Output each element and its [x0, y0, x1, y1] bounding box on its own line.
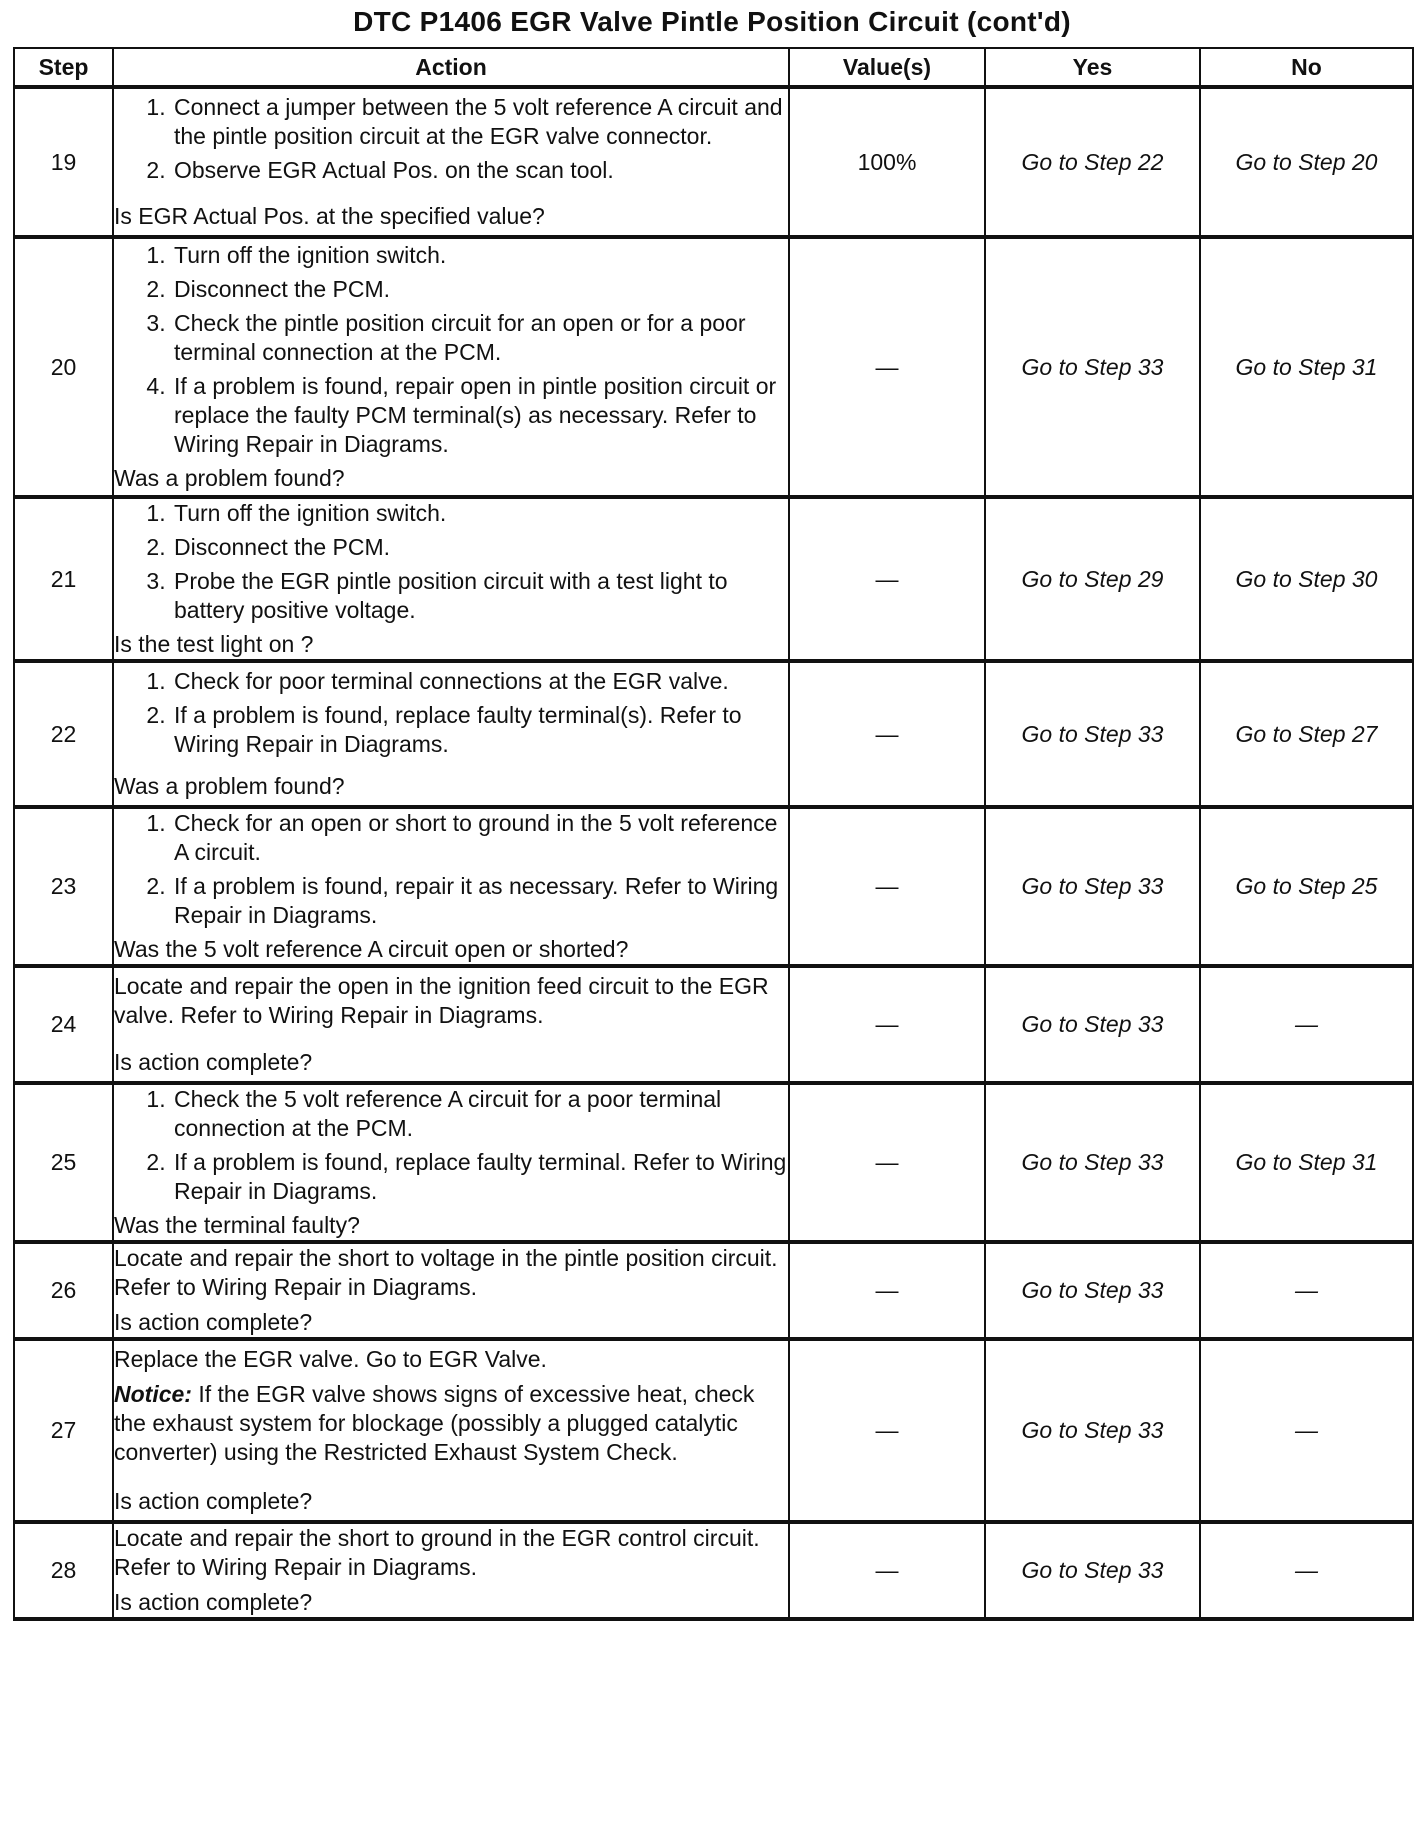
action-cell [113, 237, 789, 497]
table-row [14, 807, 1413, 966]
value-cell: — [789, 1339, 985, 1522]
no-cell: — [1200, 1242, 1413, 1339]
action-cell [113, 966, 789, 1083]
no-cell: — [1200, 966, 1413, 1083]
action-cell [113, 807, 789, 966]
action-cell [113, 1522, 789, 1619]
notice-label: Notice: [114, 1381, 192, 1407]
action-step: 3. Probe the EGR pintle position circuit with a test light to battery positive voltage. [172, 567, 788, 625]
notice-text: If the EGR valve shows signs of excessive heat, check the exhaust system for blockage (possibly a plugged catalytic converter) using the Restricted Exhaust System Check. [114, 1381, 755, 1465]
action-question: Is action complete? [114, 1488, 313, 1514]
action-cell [113, 661, 789, 807]
step-number: 19 [14, 87, 113, 237]
value-cell: — [789, 1522, 985, 1619]
header-step: Step [14, 48, 113, 87]
no-cell: — [1200, 1522, 1413, 1619]
yes-cell: Go to Step 33 [985, 1339, 1200, 1522]
notice-paragraph [114, 1380, 788, 1467]
no-cell: Go to Step 27 [1200, 661, 1413, 807]
action-step: 1. Turn off the ignition switch. [172, 241, 788, 270]
action-cell [113, 1339, 789, 1522]
action-step: 2. If a problem is found, replace faulty terminal(s). Refer to Wiring Repair in Diagrams. [172, 701, 788, 759]
action-steps [114, 241, 788, 464]
action-paragraph: Locate and repair the open in the ignition feed circuit to the EGR valve. Refer to Wiring Repair in Diagrams. [114, 973, 769, 1028]
yes-cell: Go to Step 33 [985, 1083, 1200, 1242]
action-step: 4. If a problem is found, repair open in pintle position circuit or replace the faulty PCM terminal(s) as necessary. Refer to Wiring Repair in Diagrams. [172, 372, 788, 459]
table-row [14, 1339, 1413, 1522]
header-yes: Yes [985, 48, 1200, 87]
yes-cell: Go to Step 33 [985, 807, 1200, 966]
yes-cell: Go to Step 33 [985, 237, 1200, 497]
no-cell: Go to Step 31 [1200, 1083, 1413, 1242]
action-cell [113, 87, 789, 237]
action-steps [114, 667, 788, 764]
step-number: 23 [14, 807, 113, 966]
header-values: Value(s) [789, 48, 985, 87]
action-cell [113, 497, 789, 661]
header-no: No [1200, 48, 1413, 87]
value-cell: — [789, 966, 985, 1083]
action-question: Was the 5 volt reference A circuit open or shorted? [114, 936, 629, 962]
yes-cell: Go to Step 33 [985, 661, 1200, 807]
no-cell: Go to Step 20 [1200, 87, 1413, 237]
action-step: 3. Check the pintle position circuit for an open or for a poor terminal connection at the PCM. [172, 309, 788, 367]
action-steps [114, 809, 788, 935]
step-number: 21 [14, 497, 113, 661]
action-question: Is action complete? [114, 1309, 313, 1335]
action-steps [114, 499, 788, 630]
yes-cell: Go to Step 29 [985, 497, 1200, 661]
table-row [14, 237, 1413, 497]
action-paragraph: Locate and repair the short to voltage in the pintle position circuit. Refer to Wiring Repair in Diagrams. [114, 1245, 778, 1300]
action-step: 1. Connect a jumper between the 5 volt reference A circuit and the pintle position circuit at the EGR valve connector. [172, 93, 788, 151]
table-header-row [14, 48, 1413, 87]
action-question: Is action complete? [114, 1049, 313, 1075]
step-number: 20 [14, 237, 113, 497]
action-step: 2. If a problem is found, repair it as necessary. Refer to Wiring Repair in Diagrams. [172, 872, 788, 930]
yes-cell: Go to Step 22 [985, 87, 1200, 237]
action-step: 2. If a problem is found, replace faulty terminal. Refer to Wiring Repair in Diagrams. [172, 1148, 788, 1206]
step-number: 24 [14, 966, 113, 1083]
action-question: Was the terminal faulty? [114, 1212, 360, 1238]
table-row [14, 1083, 1413, 1242]
page-title: DTC P1406 EGR Valve Pintle Position Circuit (cont'd) [353, 6, 1071, 37]
action-question: Is EGR Actual Pos. at the specified value? [114, 203, 545, 229]
action-paragraph: Replace the EGR valve. Go to EGR Valve. [114, 1346, 547, 1372]
yes-cell: Go to Step 33 [985, 1522, 1200, 1619]
value-cell: — [789, 807, 985, 966]
step-number: 27 [14, 1339, 113, 1522]
action-cell [113, 1242, 789, 1339]
value-cell: — [789, 661, 985, 807]
value-cell: — [789, 237, 985, 497]
action-paragraph: Locate and repair the short to ground in the EGR control circuit. Refer to Wiring Repair in Diagrams. [114, 1525, 760, 1580]
action-question: Is the test light on ? [114, 631, 314, 657]
table-row [14, 87, 1413, 237]
action-question: Was a problem found? [114, 465, 345, 491]
action-step: 1. Turn off the ignition switch. [172, 499, 788, 528]
value-cell: — [789, 1083, 985, 1242]
step-number: 28 [14, 1522, 113, 1619]
action-question: Was a problem found? [114, 773, 345, 799]
action-question: Is action complete? [114, 1589, 313, 1615]
no-cell: Go to Step 25 [1200, 807, 1413, 966]
action-step: 1. Check for poor terminal connections at the EGR valve. [172, 667, 788, 696]
table-row [14, 1522, 1413, 1619]
action-step: 2. Disconnect the PCM. [172, 275, 788, 304]
step-number: 22 [14, 661, 113, 807]
action-steps [114, 93, 788, 190]
no-cell: Go to Step 30 [1200, 497, 1413, 661]
table-row [14, 1242, 1413, 1339]
action-step: 2. Disconnect the PCM. [172, 533, 788, 562]
yes-cell: Go to Step 33 [985, 1242, 1200, 1339]
step-number: 25 [14, 1083, 113, 1242]
diagnostic-table [13, 47, 1414, 1621]
action-step: 1. Check the 5 volt reference A circuit for a poor terminal connection at the PCM. [172, 1085, 788, 1143]
yes-cell: Go to Step 33 [985, 966, 1200, 1083]
header-action: Action [113, 48, 789, 87]
table-row [14, 497, 1413, 661]
no-cell: — [1200, 1339, 1413, 1522]
table-row [14, 966, 1413, 1083]
action-steps [114, 1085, 788, 1211]
no-cell: Go to Step 31 [1200, 237, 1413, 497]
action-step: 1. Check for an open or short to ground in the 5 volt reference A circuit. [172, 809, 788, 867]
action-step: 2. Observe EGR Actual Pos. on the scan tool. [172, 156, 788, 185]
value-cell: 100% [789, 87, 985, 237]
value-cell: — [789, 497, 985, 661]
value-cell: — [789, 1242, 985, 1339]
action-cell [113, 1083, 789, 1242]
step-number: 26 [14, 1242, 113, 1339]
table-row [14, 661, 1413, 807]
